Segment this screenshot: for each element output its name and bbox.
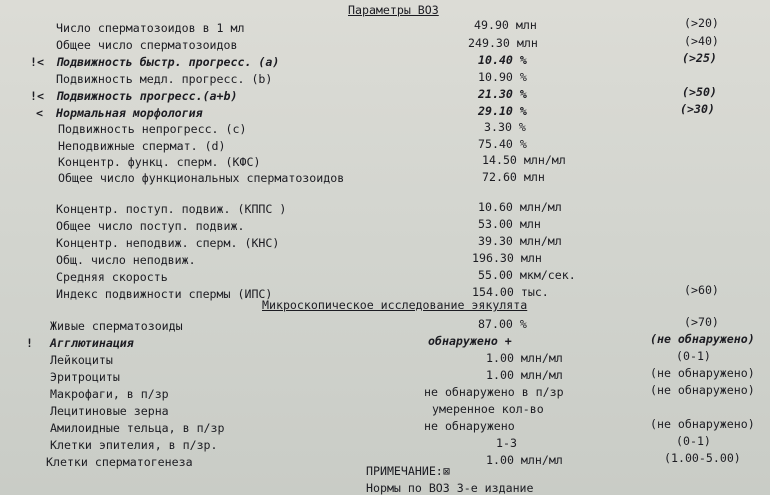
row-value: 75.40 % (478, 137, 527, 151)
row-norm: (1.00-5.00) (664, 451, 741, 465)
row-label: Концентр. поступ. подвиж. (КППС ) (56, 202, 287, 216)
note-text: Нормы по ВОЗ 3-е издание (366, 481, 534, 495)
row-label: Средняя скорость (56, 270, 168, 284)
flag-mark: < (36, 106, 43, 120)
row-value: 87.00 % (478, 317, 527, 331)
flag-mark: !< (30, 55, 44, 69)
row-value: 21.30 % (478, 87, 527, 101)
row-norm: (>20) (684, 16, 719, 30)
row-label: Эритроциты (50, 370, 120, 384)
row-label: Клетки эпителия, в п/зр. (50, 438, 218, 452)
flag-mark: ! (26, 336, 33, 350)
row-value: 10.60 млн/мл (478, 200, 562, 214)
row-norm: (0-1) (676, 434, 711, 448)
row-label: Индекс подвижности спермы (ИПС) (56, 287, 273, 301)
row-norm: (>70) (684, 315, 719, 329)
row-value: 55.00 мкм/сек. (478, 268, 576, 282)
row-value: 14.50 млн/мл (482, 153, 566, 167)
row-norm: (не обнаружено) (650, 332, 755, 346)
row-label: Агглютинация (50, 336, 134, 350)
row-label: Клетки сперматогенеза (46, 455, 193, 469)
row-value: 72.60 млн (482, 170, 545, 184)
row-label: Лецитиновые зерна (50, 404, 169, 418)
row-value: 249.30 млн (468, 36, 538, 50)
row-label: Общее число сперматозоидов (56, 38, 238, 52)
row-value: 39.30 млн/мл (478, 234, 562, 248)
note-label: ПРИМЕЧАНИЕ: (366, 464, 443, 478)
row-value: 49.90 млн (474, 18, 537, 32)
row-value: 1.00 млн/мл (486, 351, 563, 365)
row-norm: (>40) (684, 34, 719, 48)
row-norm: (0-1) (676, 349, 711, 363)
row-value: 10.40 % (478, 53, 527, 67)
row-value: 10.90 % (478, 70, 527, 84)
row-label: Неподвижные спермат. (d) (58, 139, 226, 153)
row-value: не обнаружено в п/зр (424, 385, 564, 399)
row-label: Подвижность медл. прогресс. (b) (56, 72, 273, 86)
row-value: обнаружено + (428, 334, 512, 348)
row-label: Лейкоциты (50, 353, 113, 367)
section-title-who: Параметры ВОЗ (348, 3, 439, 17)
row-value: 3.30 % (484, 120, 526, 134)
note-box-icon: ⊠ (443, 464, 450, 478)
row-label: Концентр. функц. сперм. (КФС) (58, 155, 261, 169)
row-label: Число сперматозоидов в 1 мл (56, 21, 245, 35)
section-title-microscopy: Микроскопическое исследование эякулята (262, 298, 528, 312)
row-label: Общее число поступ. подвиж. (56, 219, 245, 233)
row-norm: (не обнаружено) (650, 366, 755, 380)
flag-mark: !< (30, 89, 44, 103)
row-value: 29.10 % (478, 104, 527, 118)
row-value: 53.00 млн (478, 217, 541, 231)
row-label: Амилоидные тельца, в п/зр (50, 421, 225, 435)
row-value: 1-3 (496, 436, 517, 450)
row-label: Общее число функциональных сперматозоидов (58, 171, 345, 185)
row-label: Подвижность прогресс.(a+b) (56, 89, 238, 103)
row-value: 1.00 млн/мл (486, 453, 563, 467)
row-norm: (не обнаружено) (650, 383, 755, 397)
row-norm: (>60) (684, 283, 719, 297)
row-value: 1.00 млн/мл (486, 368, 563, 382)
row-norm: (не обнаружено) (650, 417, 755, 431)
row-value: 196.30 млн (472, 251, 542, 265)
row-norm: (>50) (682, 85, 717, 99)
row-label: Нормальная морфология (56, 106, 203, 120)
row-value: умеренное кол-во (432, 402, 544, 416)
row-label: Подвижность быстр. прогресс. (a) (56, 55, 280, 69)
row-norm: (>30) (680, 102, 715, 116)
row-label: Живые сперматозоиды (50, 319, 183, 333)
row-value: 154.00 тыс. (472, 285, 549, 299)
row-label: Концентр. неподвиж. сперм. (КНС) (56, 236, 280, 250)
row-label: Общ. число неподвиж. (56, 253, 196, 267)
row-norm: (>25) (682, 51, 717, 65)
row-label: Подвижность непрогресс. (c) (58, 122, 247, 136)
row-label: Макрофаги, в п/зр (50, 387, 169, 401)
row-value: не обнаружено (424, 419, 515, 433)
